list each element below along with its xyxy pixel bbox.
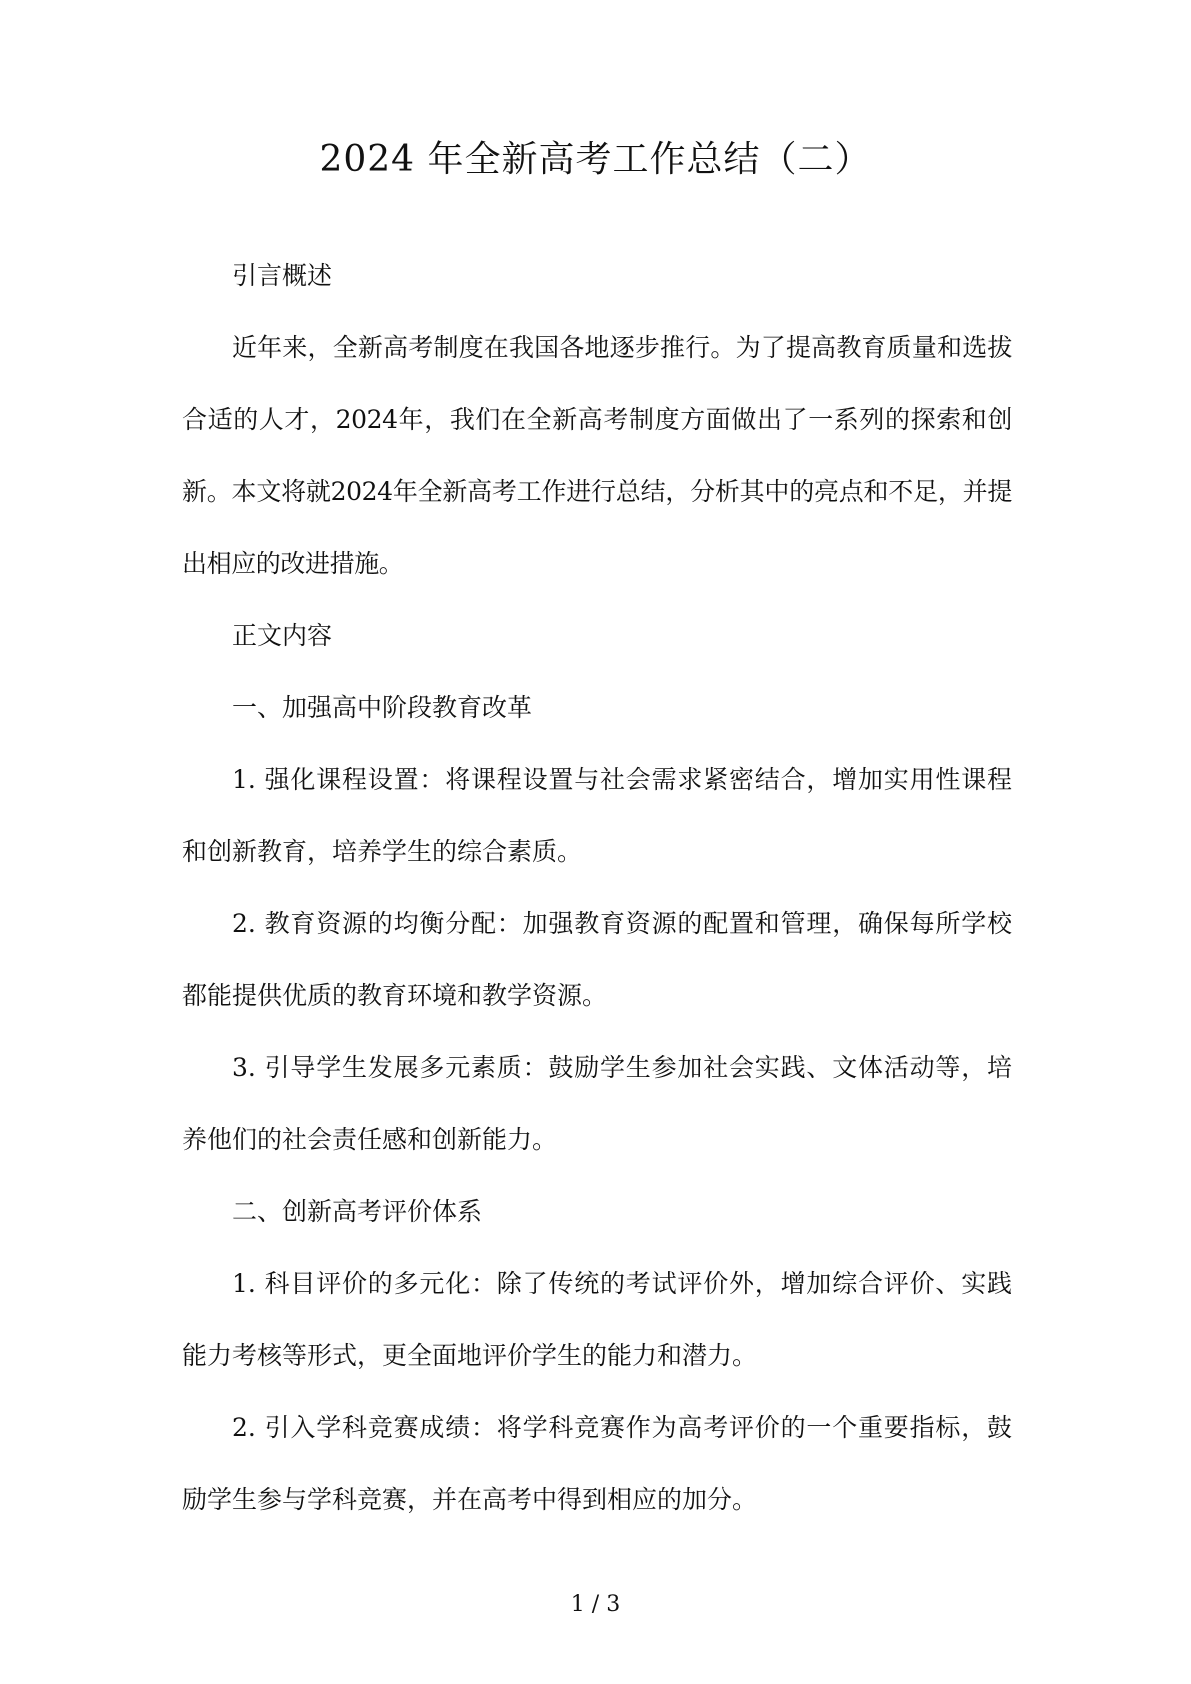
list-item-1-2: 2. 教育资源的均衡分配：加强教育资源的配置和管理，确保每所学校都能提供优质的教育环境和教学资源。 (182, 909, 1012, 1010)
paragraph-body-heading: 正文内容 (232, 621, 333, 650)
list-item-1-3: 3. 引导学生发展多元素质：鼓励学生参加社会实践、文体活动等，培养他们的社会责任感和创新能力。 (182, 1053, 1012, 1154)
list-item-1-1: 1. 强化课程设置：将课程设置与社会需求紧密结合，增加实用性课程和创新教育，培养学生的综合素质。 (182, 765, 1012, 866)
page-number: 1 / 3 (570, 1592, 621, 1617)
paragraph-intro-text: 近年来，全新高考制度在我国各地逐步推行。为了提高教育质量和选拔合适的人才，2024年，我们在全新高考制度方面做出了一系列的探索和创新。本文将就2024年全新高考工作进行总结，分析其中的亮点和不足，并提出相应的改进措施。 (182, 333, 1012, 578)
section-heading-1: 一、加强高中阶段教育改革 (232, 693, 533, 722)
document-title: 2024 年全新高考工作总结（二） (319, 139, 872, 180)
paragraph-intro-heading: 引言概述 (232, 261, 333, 290)
list-item-2-1: 1. 科目评价的多元化：除了传统的考试评价外，增加综合评价、实践能力考核等形式，更全面地评价学生的能力和潜力。 (182, 1269, 1012, 1370)
section-heading-2: 二、创新高考评价体系 (232, 1197, 483, 1226)
document-body (182, 240, 1012, 1536)
list-item-2-2: 2. 引入学科竞赛成绩：将学科竞赛作为高考评价的一个重要指标，鼓励学生参与学科竞赛，并在高考中得到相应的加分。 (182, 1413, 1012, 1514)
